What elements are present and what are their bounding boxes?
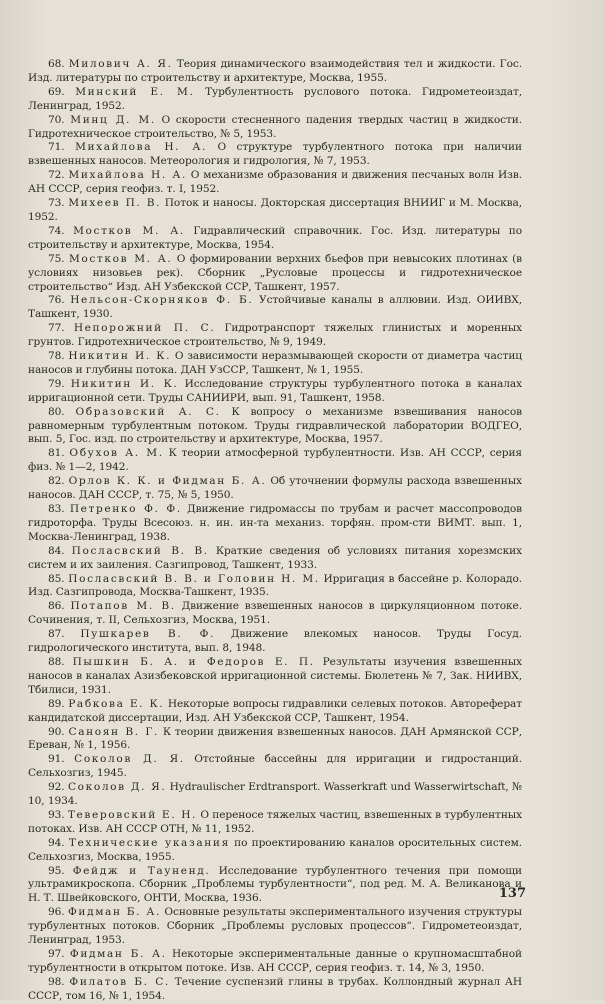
reference-author: Никитин И. К. [68,350,172,363]
reference-text: К теории движения взвешенных наносов. ДАН Армянской ССР, Ереван, № 1, 1956. [28,725,522,752]
reference-item: 82. Орлов К. К. и Фидман Б. А. Об уточнении формулы расхода взвешенных наносов. ДАН СССР, т. 75, № 5, 1950. [28,475,522,502]
reference-item: 77. Непорожний П. С. Гидротранспорт тяжелых глинистых и моренных грунтов. Гидротехническое строительство, № 9, 1949. [28,322,522,349]
reference-text: Результаты изучения взвешенных наносов в каналах Азизбековской ирригационной системы. Бюлетень № 7, Зак. НИИВХ, Тбилиси, 1931. [28,655,522,696]
reference-item: 93. Теверовский Е. Н. О переносе тяжелых частиц, взвешенных в турбулентных потоках. Изв. АН СССР ОТН, № 11, 1952. [28,808,522,835]
reference-author: Михайлова Н. А. [75,141,207,154]
reference-author: Фидман Б. А. [69,948,167,960]
reference-author: Фейдж и Тауненд. [72,864,211,877]
reference-text: Движение гидромассы по трубам и расчет массопроводов гидроторфа. Труды Всесоюз. н. ин. ин-та механиз. торфян. пром-сти ВИМТ. вып. 1, Москва-Ленинград, 1938. [28,503,522,543]
reference-text: О механизме образования и движения песчаных волн Изв. АН СССР, серия геофиз. т. I, 1952. [28,169,522,196]
reference-author: Минский Е. М. [75,85,195,98]
reference-text: по проектированию каналов оросительных систем. Сельхозгиз, Москва, 1955. [28,836,522,863]
reference-text: Отстойные бассейны для ирригации и гидростанций. Сельхозгиз, 1945. [28,753,522,780]
reference-author: Обухов А. М. [69,447,164,460]
reference-item: 74. Мостков М. А. Гидравлический справочник. Гос. Изд. литературы по строительству и архитектуре, Москва, 1954. [28,224,522,251]
reference-author: Мостков М. А. [73,224,185,237]
reference-item: 86. Потапов М. В. Движение взвешенных наносов в циркуляционном потоке. Сочинения, т. II, Сельхозгиз, Москва, 1951. [28,600,522,627]
reference-text: О формировании верхних бьефов при невысоких плотинах (в условиях низовьев рек). Сборник „Русловые процессы и гидротехническое строительство“ Изд. АН Узбекской ССР, Ташкент, 1957. [28,252,523,293]
reference-text: О структуре турбулентного потока при наличии взвешенных наносов. Метеорология и гидрология, № 7, 1953. [28,141,522,168]
reference-text: К теории атмосферной турбулентности. Изв. АН СССР, серия физ. № 1—2, 1942. [28,447,522,474]
reference-author: Орлов К. К. и Фидман Б. А. [68,475,267,488]
reference-text: Исследование турбулентного течения при помощи ультрамикроскопа. Сборник „Проблемы турбулентности“, под ред. М. А. Великанова и Н. Т. Швейковского, ОНТИ, Москва, 1936. [28,864,522,905]
reference-text: К вопросу о механизме взвешивания наносов равномерным турбулентным потоком. Труды гидравлической лаборатории ВОДГЕО, вып. 5, Гос. изд. по строительству и архитектуре, Москва, 1957. [28,405,522,446]
reference-author: Соколов Д. Я. [74,753,185,766]
reference-item: 85. Посласвский В. В. и Головин Н. М. Ирригация в бассейне р. Колорадо. Изд. Сазгипровода, Москва-Ташкент, 1935. [28,572,522,599]
reference-author: Мостков М. А. [68,252,173,265]
reference-item: 72. Михайлова Н. А. О механизме образования и движения песчаных волн Изв. АН СССР, серия геофиз. т. I, 1952. [28,169,522,196]
reference-text: Течение суспензий глины в трубах. Коллондный журнал АН СССР, том 16, № 1, 1954. [28,975,522,1002]
reference-text: Гидротранспорт тяжелых глинистых и моренных грунтов. Гидротехническое строительство, № 9, 1949. [28,322,522,349]
reference-author: Никитин И. К. [70,377,179,390]
reference-item: 71. Михайлова Н. А. О структуре турбулентного потока при наличии взвешенных наносов. Метеорология и гидрология, № 7, 1953. [28,141,522,168]
reference-item: 81. Обухов А. М. К теории атмосферной турбулентности. Изв. АН СССР, серия физ. № 1—2, 1942. [28,447,522,474]
page-number: 137 [498,886,526,901]
reference-item: 70. Минц Д. М. О скорости стесненного падения твердых частиц в жидкости. Гидротехническое строительство, № 5, 1953. [28,113,522,140]
reference-author: Филатов Б. С. [69,975,170,988]
reference-item: 95. Фейдж и Тауненд. Исследование турбулентного течения при помощи ультрамикроскопа. Сборник „Проблемы турбулентности“, под ред. М. А. Великанова и Н. Т. Швейковского, ОНТИ, Москва, 1936. [28,864,522,905]
reference-text: Исследование структуры турбулентного потока в каналах ирригационной сети. Труды САНИИРИ, вып. 91, Ташкент, 1958. [28,377,522,404]
reference-item: 90. Саноян В. Г. К теории движения взвешенных наносов. ДАН Армянской ССР, Ереван, № 1, 1956. [28,725,522,752]
reference-author: Петренко Ф. Ф. [69,503,182,515]
reference-item: 83. Петренко Ф. Ф. Движение гидромассы по трубам и расчет массопроводов гидроторфа. Труды Всесоюз. н. ин. ин-та механиз. торфян. пром-сти ВИМТ. вып. 1, Москва-Ленинград, 1938. [28,503,522,543]
reference-author: Нельсон-Скорняков Ф. Б. [70,294,254,307]
reference-text: О зависимости неразмывающей скорости от диаметра частиц наносов и глубины потока. ДАН УзССР, Ташкент, № 1, 1955. [28,350,523,376]
reference-text: Некоторые экспериментальные данные о крупномасштабной турбулентности в открытом потоке. Изв. АН СССР, серия геофиз. т. 14, № 3, 1950. [28,948,522,974]
reference-author: Саноян В. Г. [68,725,159,738]
reference-text: О скорости стесненного падения твердых частиц в жидкости. Гидротехническое строительство, № 5, 1953. [28,113,522,140]
reference-item: 68. Милович А. Я. Теория динамического взаимодействия тел и жидкости. Гос. Изд. литературы по строительству и архитектуре, Москва, 1955. [28,58,522,84]
reference-author: Милович А. Я. [68,58,173,70]
reference-text: Основные результаты экспериментального изучения структуры турбулентных потоков. Сборник „Проблемы русловых процессов“. Гидрометеоиздат, Ленинград, 1953. [28,906,522,947]
reference-item: 87. Пушкарев В. Ф. Движение влекомых наносов. Труды Госуд. гидрологического института, вып. 8, 1948. [28,628,522,655]
reference-item: 84. Посласвский В. В. Краткие сведения об условиях питания хорезмских систем и их заиления. Сазгипровод, Ташкент, 1933. [28,544,522,571]
reference-author: Теверовский Е. Н. [67,808,198,821]
reference-author: Непорожний П. С. [73,322,216,335]
reference-text: Устойчивые каналы в аллювии. Изд. ОИИВХ, Ташкент, 1930. [28,294,522,321]
reference-author: Михайлова Н. А. [68,169,187,182]
reference-item: 80. Образовский А. С. К вопросу о механизме взвешивания наносов равномерным турбулентным потоком. Труды гидравлической лаборатории ВОДГЕО, вып. 5, Гос. изд. по строительству и архитектуре, Москва, 1957. [28,405,522,446]
reference-text: Hydraulischer Erdtransport. Wasserkraft und Wasserwirtschaft, № 10, 1934. [28,781,522,808]
reference-text: Поток и наносы. Докторская диссертация ВНИИГ и М. Москва, 1952. [28,197,522,223]
reference-item: 89. Рабкова Е. К. Некоторые вопросы гидравлики селевых потоков. Автореферат кандидатской диссертации, Изд. АН Узбекской ССР, Ташкент, 1954. [28,697,522,724]
reference-text: Ирригация в бассейне р. Колорадо. Изд. Сазгипровода, Москва-Ташкент, 1935. [28,572,522,599]
reference-author: Потапов М. В. [70,600,176,613]
reference-item: 91. Соколов Д. Я. Отстойные бассейны для ирригации и гидростанций. Сельхозгиз, 1945. [28,753,522,780]
reference-item: 76. Нельсон-Скорняков Ф. Б. Устойчивые каналы в аллювии. Изд. ОИИВХ, Ташкент, 1930. [28,294,522,321]
reference-author: Посласвский В. В. и Головин Н. М. [68,572,320,585]
reference-item: 79. Никитин И. К. Исследование структуры турбулентного потока в каналах ирригационной сети. Труды САНИИРИ, вып. 91, Ташкент, 1958. [28,377,522,404]
reference-text: Турбулентность руслового потока. Гидрометеоиздат, Ленинград, 1952. [28,85,522,112]
reference-author: Фидман Б. А. [68,906,161,919]
reference-item: 94. Технические указания по проектированию каналов оросительных систем. Сельхозгиз, Москва, 1955. [28,836,522,863]
reference-item: 96. Фидман Б. А. Основные результаты экспериментального изучения структуры турбулентных потоков. Сборник „Проблемы русловых процессов“. Гидрометеоиздат, Ленинград, 1953. [28,906,522,947]
reference-text: Движение влекомых наносов. Труды Госуд. гидрологического института, вып. 8, 1948. [28,628,522,655]
reference-text: Краткие сведения об условиях питания хорезмских систем и их заиления. Сазгипровод, Ташкент, 1933. [28,544,522,571]
reference-item: 88. Пышкин Б. А. и Федоров Е. П. Результаты изучения взвешенных наносов в каналах Азизбековской ирригационной системы. Бюлетень № 7, Зак. НИИВХ, Тбилиси, 1931. [28,655,522,696]
reference-item: 73. Михеев П. В. Поток и наносы. Докторская диссертация ВНИИГ и М. Москва, 1952. [28,197,522,223]
reference-author: Посласвский В. В. [71,544,209,557]
reference-item: 78. Никитин И. К. О зависимости неразмывающей скорости от диаметра частиц наносов и глубины потока. ДАН УзССР, Ташкент, № 1, 1955. [28,350,523,376]
reference-author: Соколов Д. Я. [67,781,167,794]
reference-item: 97. Фидман Б. А. Некоторые экспериментальные данные о крупномасштабной турбулентности в открытом потоке. Изв. АН СССР, серия геофиз. т. 14, № 3, 1950. [28,948,522,974]
reference-item: 92. Соколов Д. Я. Hydraulischer Erdtransport. Wasserkraft und Wasserwirtschaft, № 10, 1934. [28,781,522,808]
reference-author: Технические указания [68,836,230,849]
reference-item: 75. Мостков М. А. О формировании верхних бьефов при невысоких плотинах (в условиях низовьев рек). Сборник „Русловые процессы и гидротехническое строительство“ Изд. АН Узбекской ССР, Ташкент, 1957. [28,252,523,293]
reference-text: Некоторые вопросы гидравлики селевых потоков. Автореферат кандидатской диссертации, Изд. АН Узбекской ССР, Ташкент, 1954. [28,697,522,724]
reference-author: Михеев П. В. [68,197,162,210]
reference-author: Образовский А. С. [75,405,221,418]
reference-author: Минц Д. М. [70,113,156,126]
reference-author: Рабкова Е. К. [68,697,165,710]
reference-author: Пышкин Б. А. и Федоров Е. П. [72,655,315,668]
reference-item: 98. Филатов Б. С. Течение суспензий глины в трубах. Коллондный журнал АН СССР, том 16, № 1, 1954. [28,975,522,1002]
reference-text: Гидравлический справочник. Гос. Изд. литературы по строительству и архитектуре, Москва, 1954. [28,224,522,251]
reference-text: Об уточнении формулы расхода взвешенных наносов. ДАН СССР, т. 75, № 5, 1950. [28,475,522,502]
reference-item: 69. Минский Е. М. Турбулентность руслового потока. Гидрометеоиздат, Ленинград, 1952. [28,85,522,112]
reference-text: Теория динамического взаимодействия тел и жидкости. Гос. Изд. литературы по строительству и архитектуре, Москва, 1955. [28,58,522,84]
reference-text: О переносе тяжелых частиц, взвешенных в турбулентных потоках. Изв. АН СССР ОТН, № 11, 1952. [28,808,522,835]
reference-text: Движение взвешенных наносов в циркуляционном потоке. Сочинения, т. II, Сельхозгиз, Москва, 1951. [28,600,522,627]
reference-author: Пушкарев В. Ф. [80,628,216,641]
reference-list [28,58,522,1004]
